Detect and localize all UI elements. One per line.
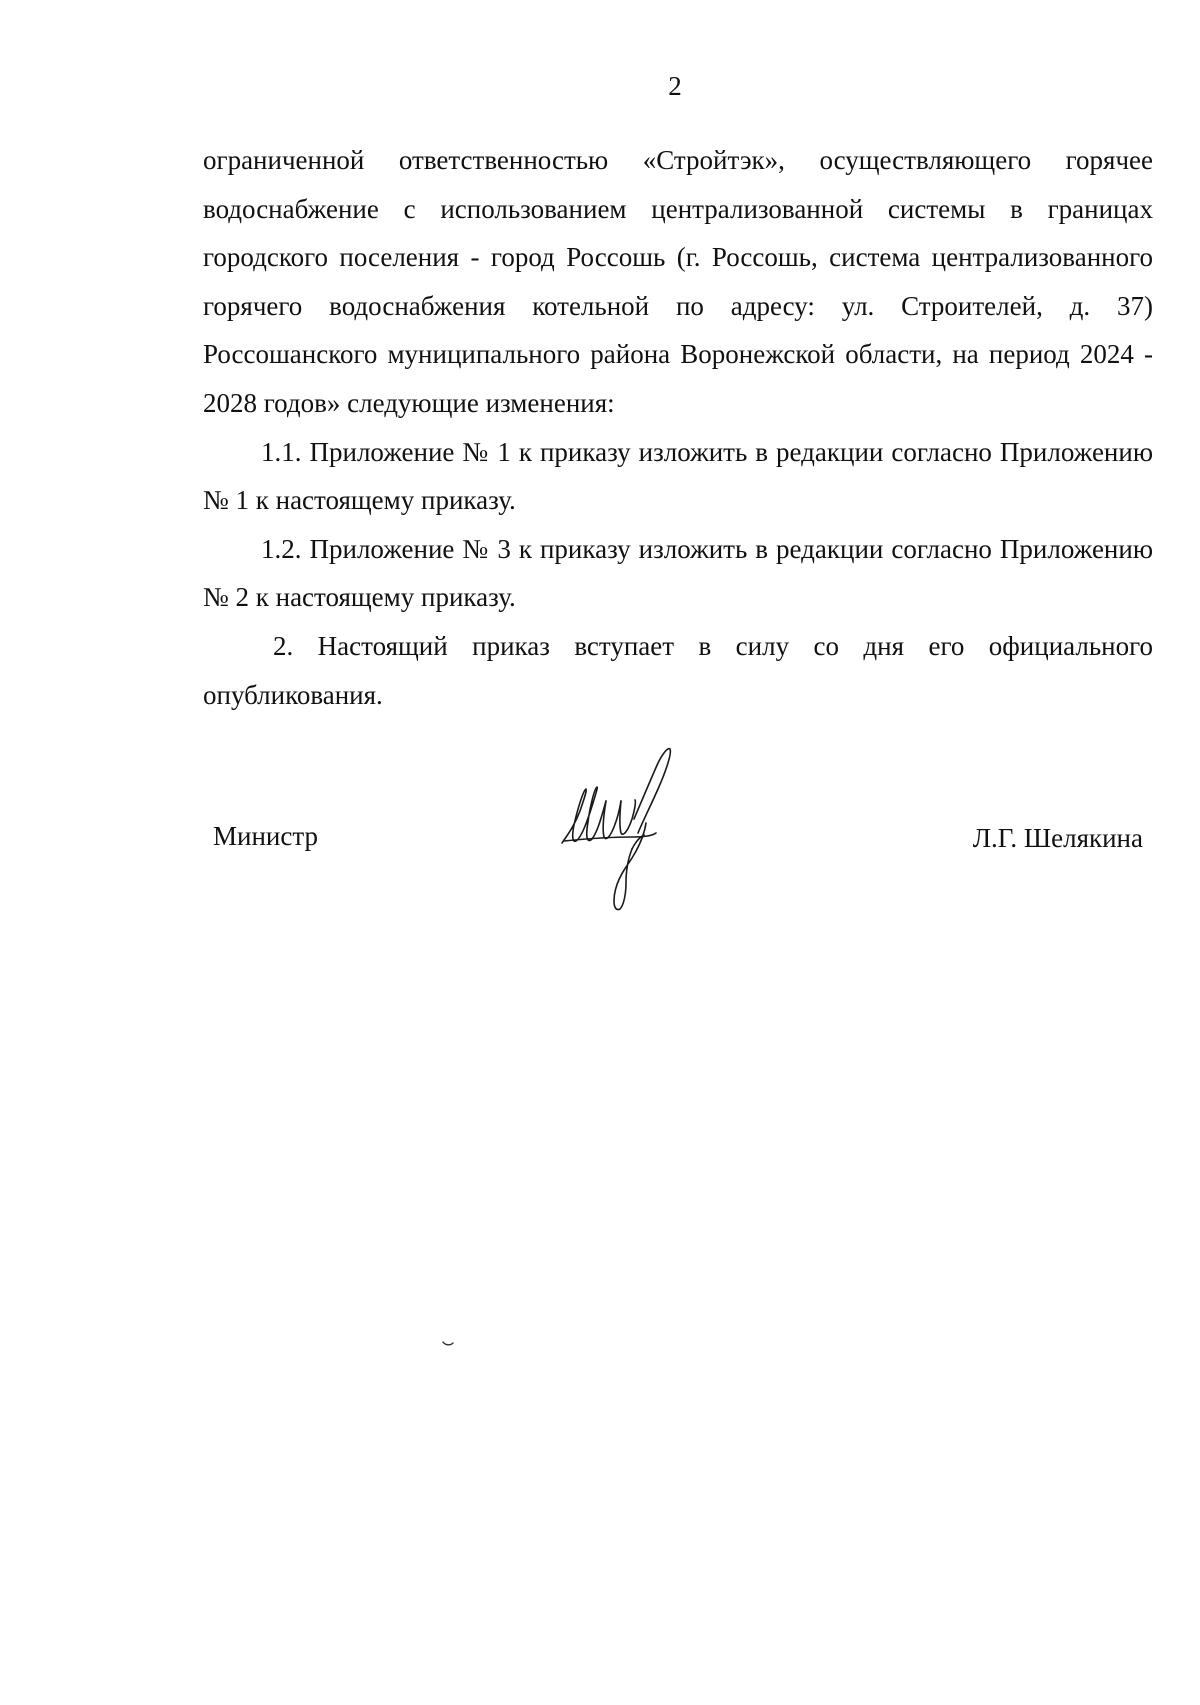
signer-name: Л.Г. Шелякина — [972, 823, 1143, 853]
signer-title: Министр — [213, 821, 318, 851]
paragraph-item-1-1: 1.1. Приложение № 1 к приказу изложить в редакции согласно Приложению № 1 к настоящему приказу. — [203, 436, 1153, 516]
paragraph-continuation: ограниченной ответственностью «Стройтэк», осуществляющего горячее водоснабжение с использованием централизованной системы в границах городского поселения - город Россошь (г. Россошь, система централизованного горячего водоснабжения котельной по адресу: ул. Строителей, д. 37) Россошанского муниципального района Воронежской области, на период 2024 - 2028 годов» следующие изменения: — [203, 145, 1153, 418]
paragraph-item-1-2: 1.2. Приложение № 3 к приказу изложить в редакции согласно Приложению № 2 к настоящему приказу. — [203, 533, 1153, 613]
page-number: 2 — [668, 71, 682, 101]
paragraph-item-2: 2. Настоящий приказ вступает в силу со дня его официального опубликования. — [203, 630, 1153, 710]
document-body — [203, 136, 1153, 719]
scan-speck-mark — [442, 1341, 454, 1347]
handwritten-signature-icon — [560, 745, 710, 915]
